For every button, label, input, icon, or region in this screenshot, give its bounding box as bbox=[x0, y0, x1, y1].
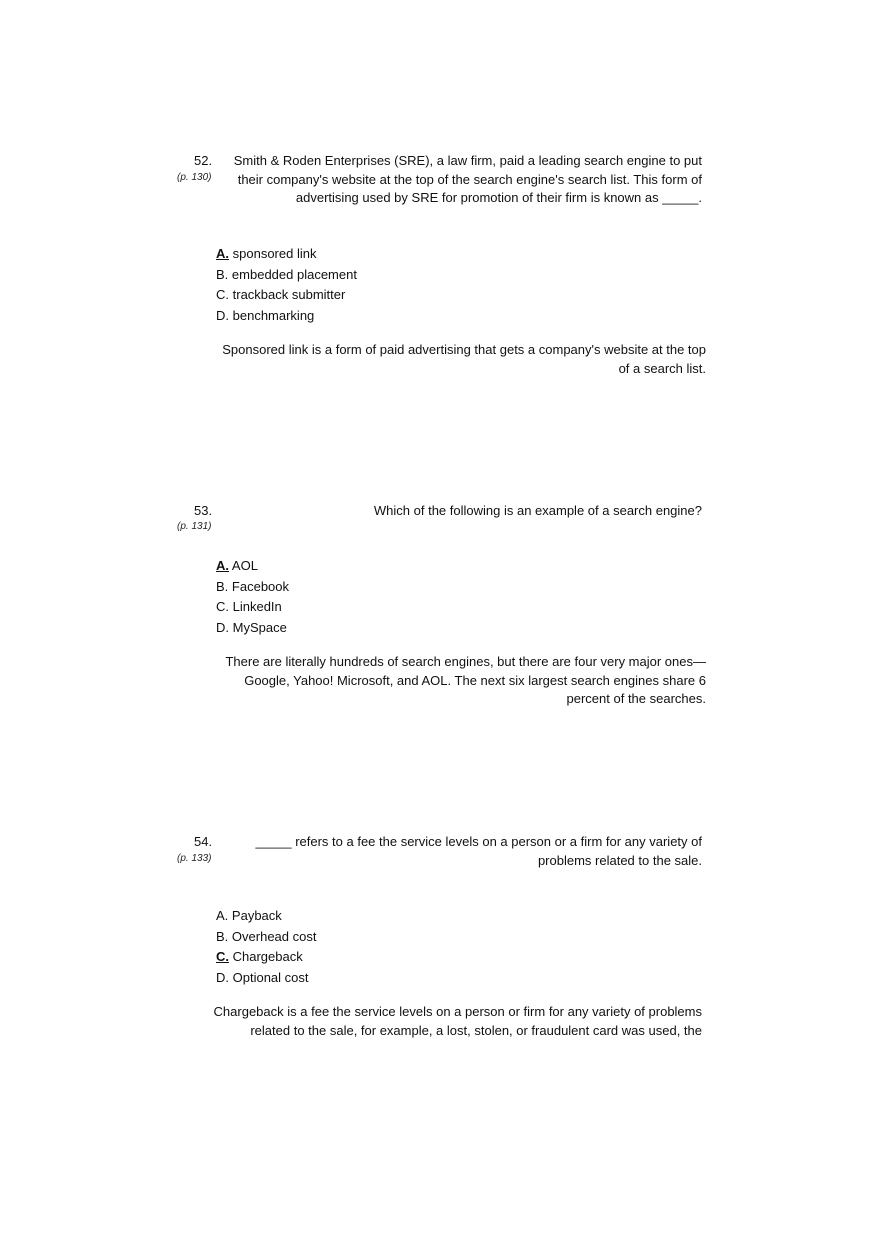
choice-text: sponsored link bbox=[232, 246, 317, 261]
choice-text: AOL bbox=[231, 558, 258, 573]
page-reference: (p. 130) bbox=[177, 172, 212, 183]
choice-text: Chargeback bbox=[232, 949, 303, 964]
choice-a bbox=[216, 906, 316, 927]
explanation: There are literally hundreds of search engines, but there are four very major ones—Google, Yahoo! Microsoft, and AOL. The next six largest search engines share 6 percent of the searches. bbox=[225, 654, 706, 706]
page-reference: (p. 133) bbox=[177, 853, 212, 864]
choice-d bbox=[216, 618, 289, 639]
page-reference: (p. 131) bbox=[177, 521, 212, 532]
question-number: 53. bbox=[194, 503, 213, 518]
choice-letter: B. bbox=[216, 928, 229, 944]
choice-c bbox=[216, 285, 357, 306]
choice-letter: D. bbox=[216, 969, 229, 985]
choice-c bbox=[216, 947, 316, 968]
choice-letter: C. bbox=[216, 599, 229, 614]
question-number: 54. bbox=[194, 834, 213, 849]
choice-text: Overhead cost bbox=[231, 928, 317, 944]
choice-letter: C. bbox=[216, 949, 229, 964]
choice-letter: C. bbox=[216, 287, 229, 302]
choice-a bbox=[216, 556, 289, 577]
question-stem: Smith & Roden Enterprises (SRE), a law firm, paid a leading search engine to put their company's website at the top of the search engine's search list. This form of advertising used by SRE for promotion of their firm is known as _____. bbox=[233, 153, 702, 205]
choice-text: embedded placement bbox=[231, 266, 357, 282]
choice-a bbox=[216, 244, 357, 265]
choice-letter: D. bbox=[216, 619, 229, 635]
choice-text: LinkedIn bbox=[232, 599, 282, 614]
answer-choices bbox=[216, 244, 357, 326]
choice-letter: A. bbox=[216, 558, 229, 573]
choice-text: Facebook bbox=[231, 578, 290, 594]
question-stem: Which of the following is an example of a search engine? bbox=[373, 503, 702, 518]
explanation: Sponsored link is a form of paid advertising that gets a company's website at the top of a search list. bbox=[222, 342, 706, 376]
question-stem: _____ refers to a fee the service levels on a person or a firm for any variety of problems related to the sale. bbox=[255, 834, 702, 868]
choice-b bbox=[216, 927, 316, 948]
choice-c bbox=[216, 597, 289, 618]
explanation: Chargeback is a fee the service levels on a person or firm for any variety of problems related to the sale, for example, a lost, stolen, or fraudulent card was used, the bbox=[213, 1004, 702, 1038]
choice-d bbox=[216, 306, 357, 327]
choice-d bbox=[216, 968, 316, 989]
choice-letter: A. bbox=[216, 246, 229, 261]
choice-letter: D. bbox=[216, 307, 229, 323]
choice-text: MySpace bbox=[232, 619, 287, 635]
choice-b bbox=[216, 265, 357, 286]
choice-letter: B. bbox=[216, 266, 229, 282]
choice-text: benchmarking bbox=[232, 307, 315, 323]
choice-text: Optional cost bbox=[232, 969, 309, 985]
question-number: 52. bbox=[194, 153, 213, 168]
answer-choices bbox=[216, 556, 289, 638]
choice-letter: A. bbox=[216, 908, 229, 923]
choice-b bbox=[216, 577, 289, 598]
answer-choices bbox=[216, 906, 316, 988]
choice-text: trackback submitter bbox=[232, 287, 346, 302]
choice-text: Payback bbox=[231, 908, 282, 923]
choice-letter: B. bbox=[216, 578, 229, 594]
